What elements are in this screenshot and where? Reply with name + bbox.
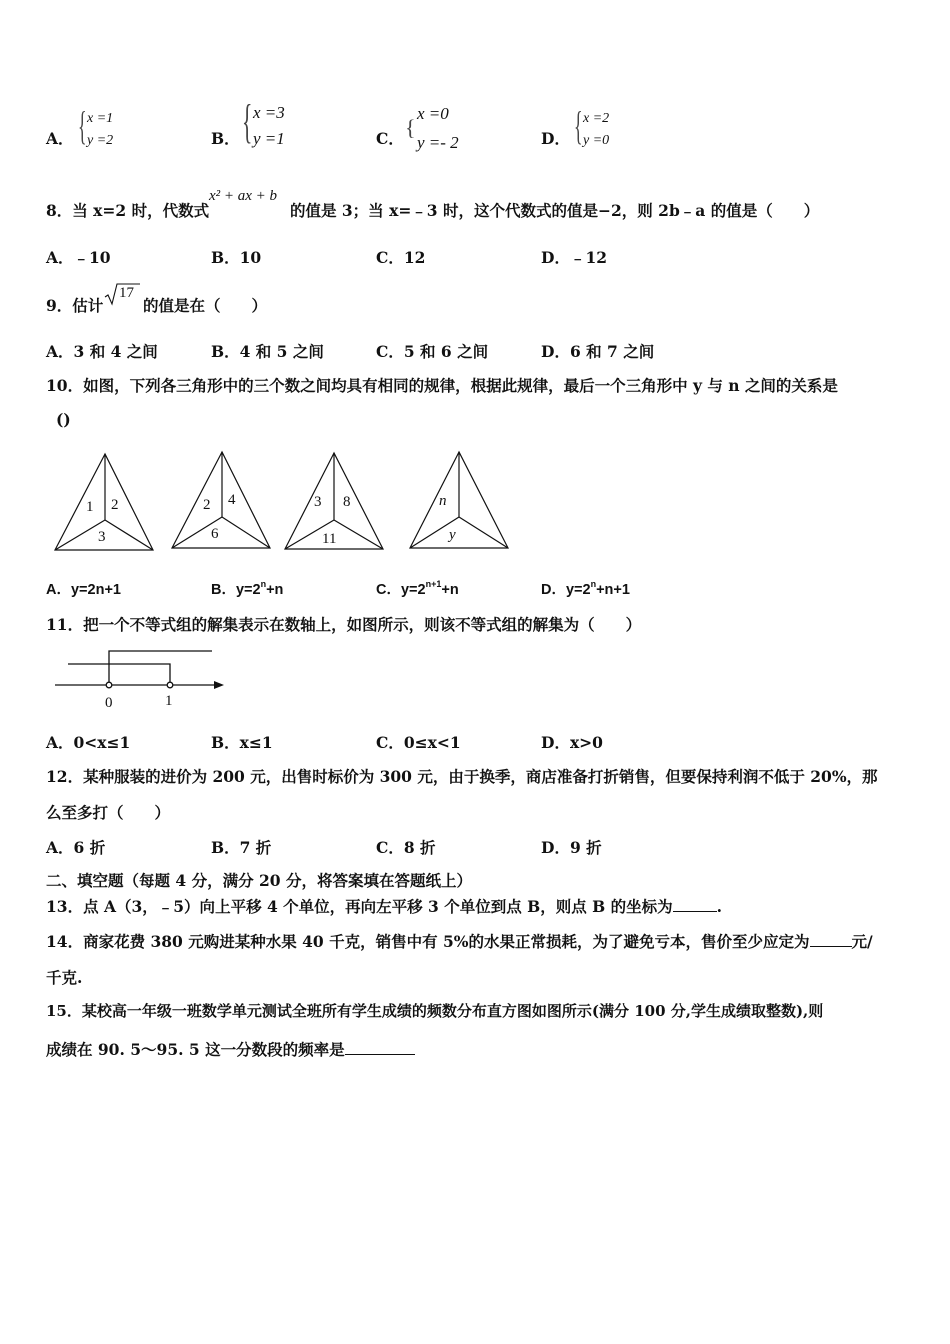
q7-option-c-label: C． bbox=[376, 129, 404, 148]
q7-option-d-system: { x =2 y =0 bbox=[574, 103, 610, 148]
triangle-1-left-number: 1 bbox=[86, 499, 94, 515]
q10-option-d: D．$y=2^n+n+1$ bbox=[541, 579, 630, 598]
triangle-4-bottom-symbol: y bbox=[449, 527, 456, 543]
q7-option-c-eq2: y =- 2 bbox=[417, 133, 459, 152]
axis-label-one: 1 bbox=[165, 693, 173, 709]
q7-option-c-eq1: x =0 bbox=[417, 104, 449, 123]
q7-option-d-eq2: y =0 bbox=[583, 133, 610, 148]
triangle-2-left-number: 2 bbox=[203, 497, 211, 513]
q12-option-c: C．8 折 bbox=[376, 838, 436, 857]
q11-option-a: A．0<x≤1 bbox=[46, 733, 131, 752]
q10-option-c: C．$y=2^{n+1}+n$ bbox=[376, 579, 459, 598]
q9-option-d: D．6 和 7 之间 bbox=[541, 342, 655, 361]
q10-stem-line2: () bbox=[56, 410, 71, 429]
q7-option-a-system: { x =1 y =2 bbox=[78, 103, 114, 148]
q12-stem-line1: 12．某种服装的进价为 200 元，出售时标价为 300 元，由于换季，商店准备打折销售，但要保持利润不低于 20%，那 bbox=[46, 767, 878, 786]
section-2-title: 二、填空题（每题 4 分，满分 20 分，将答案填在答题纸上） bbox=[46, 871, 472, 890]
q8-stem-prefix: 8．当 x=2 时，代数式 bbox=[46, 201, 210, 220]
q12-option-d: D．9 折 bbox=[541, 838, 602, 857]
point-zero-dot bbox=[106, 682, 112, 688]
axis-label-zero: 0 bbox=[105, 695, 113, 711]
q11-option-c: C．0≤x<1 bbox=[376, 733, 461, 752]
q7-option-a-eq2: y =2 bbox=[87, 133, 114, 148]
q8-option-b: B．10 bbox=[211, 248, 262, 267]
solution-ray-left bbox=[68, 664, 170, 685]
solution-ray-right bbox=[109, 651, 212, 685]
q7-option-c-system: { x =0 y =- 2 bbox=[405, 104, 459, 152]
q13-stem: 13．点 A（3，﹣5）向上平移 4 个单位，再向左平移 3 个单位到点 B，则点 B 的坐标为 . bbox=[46, 897, 723, 916]
q14-stem-line2: 千克. bbox=[46, 968, 83, 987]
q14-answer-blank[interactable] bbox=[810, 946, 852, 947]
triangle-2-right-number: 4 bbox=[228, 492, 236, 508]
q9-stem-prefix: 9．估计 bbox=[46, 296, 104, 315]
triangle-1-right-number: 2 bbox=[111, 497, 119, 513]
q7-option-b-system: { x =3 y =1 bbox=[242, 95, 285, 148]
triangle-1-bottom-number: 3 bbox=[98, 529, 106, 545]
q7-option-a-eq1: x =1 bbox=[87, 111, 114, 126]
q11-option-b: B．x≤1 bbox=[211, 733, 273, 752]
axis-arrow-icon bbox=[214, 681, 224, 689]
q9-option-b: B．4 和 5 之间 bbox=[211, 342, 324, 361]
q9-option-c: C．5 和 6 之间 bbox=[376, 342, 489, 361]
triangle-3-left-number: 3 bbox=[314, 494, 322, 510]
q12-stem-line2: 么至多打（ ） bbox=[46, 803, 171, 822]
q7-option-d-eq1: x =2 bbox=[583, 111, 610, 126]
q7-option-a-label: A． bbox=[46, 129, 74, 148]
triangle-4-left-symbol: n bbox=[439, 493, 447, 509]
q15-stem-line2: 成绩在 90. 5～95. 5 这一分数段的频率是 bbox=[46, 1038, 415, 1060]
q9-stem-suffix: 的值是在（ ） bbox=[143, 296, 268, 315]
triangle-3-right-number: 8 bbox=[343, 494, 351, 510]
q7-option-b-eq2: y =1 bbox=[253, 129, 285, 148]
q15-stem-line1: 15．某校高一年级一班数学单元测试全班所有学生成绩的频数分布直方图如图所示(满分 100 分,学生成绩取整数),则 bbox=[46, 1002, 824, 1020]
q7-option-d-label: D． bbox=[541, 129, 570, 148]
q9-radicand: 17 bbox=[119, 285, 134, 301]
point-one-dot bbox=[167, 682, 173, 688]
q8-expression: x² + ax + b bbox=[209, 188, 278, 204]
q10-option-b: B．$y=2^n+n$ bbox=[211, 579, 284, 598]
q11-option-d: D．x>0 bbox=[541, 733, 603, 752]
triangle-2-bottom-number: 6 bbox=[211, 526, 219, 542]
q14-stem-line1: 14．商家花费 380 元购进某种水果 40 千克，销售中有 5%的水果正常损耗，为了避免亏本，售价至少应定为 元/ bbox=[46, 932, 873, 951]
q11-stem: 11．把一个不等式组的解集表示在数轴上，如图所示，则该不等式组的解集为（ ） bbox=[46, 615, 642, 634]
q10-option-a: A．y=2n+1 bbox=[46, 582, 121, 598]
q15-answer-blank[interactable] bbox=[345, 1054, 415, 1055]
q9-option-a: A．3 和 4 之间 bbox=[46, 342, 158, 361]
q12-option-a: A．6 折 bbox=[46, 838, 106, 857]
q8-stem-suffix: 的值是 3；当 x=﹣3 时，这个代数式的值是−2，则 2b﹣a 的值是（ ） bbox=[290, 201, 820, 220]
q8-option-c: C．12 bbox=[376, 248, 426, 267]
q7-option-b-label: B． bbox=[211, 129, 240, 148]
q8-option-d: D．﹣12 bbox=[541, 248, 608, 267]
q13-answer-blank[interactable] bbox=[673, 911, 717, 912]
q7-option-b-eq1: x =3 bbox=[253, 103, 285, 122]
q10-stem-line1: 10．如图，下列各三角形中的三个数之间均具有相同的规律，根据此规律，最后一个三角形中 y 与 n 之间的关系是 bbox=[46, 376, 838, 395]
q12-option-b: B．7 折 bbox=[211, 838, 272, 857]
triangle-3-bottom-number: 11 bbox=[322, 531, 337, 547]
q8-option-a: A．﹣10 bbox=[46, 248, 111, 267]
